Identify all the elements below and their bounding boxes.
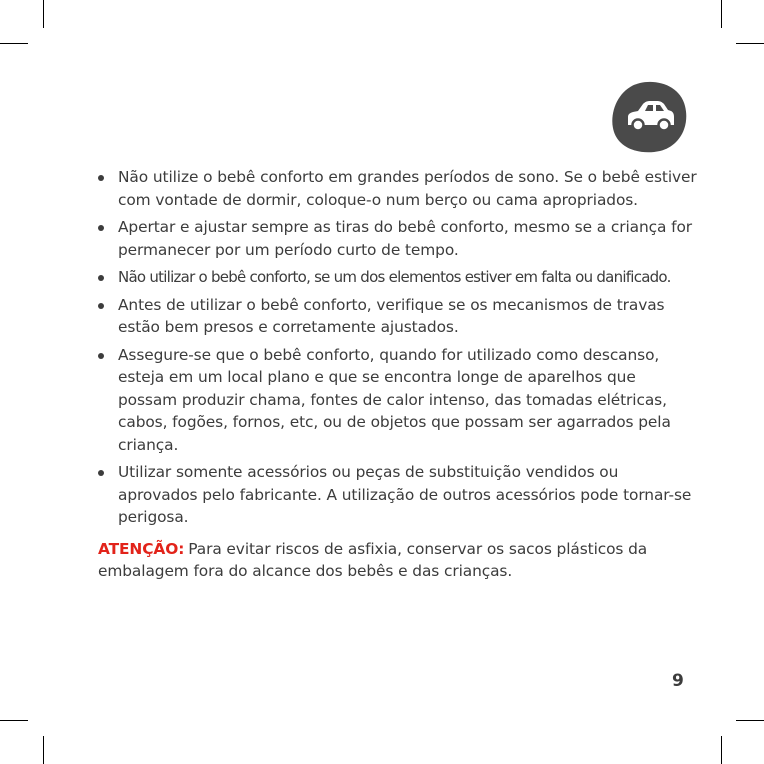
instruction-text: Assegure-se que o bebê conforto, quando for utilizado como descanso, esteja em um local plano e que se encontra longe de aparelhos que possam produzir chama, fontes de calor intenso, das tomadas elétricas, cabos, fogões, fornos, etc, ou de objetos que possam ser agarrados pela criança. xyxy=(118,345,671,454)
warning-paragraph xyxy=(98,538,698,583)
instruction-list xyxy=(98,166,698,529)
warning-label: ATENÇÃO: xyxy=(98,539,185,558)
bullet-icon xyxy=(98,175,104,181)
instruction-text: Não utilizar o bebê conforto, se um dos elementos estiver em falta ou danificado. xyxy=(118,268,671,286)
instruction-text: Utilizar somente acessórios ou peças de substituição vendidos ou aprovados pelo fabricante. A utilização de outros acessórios pode tornar-se perigosa. xyxy=(118,463,692,526)
crop-mark-top-left-horizontal xyxy=(0,43,28,44)
crop-mark-bottom-right-vertical xyxy=(721,736,722,764)
crop-mark-top-right-vertical xyxy=(721,0,722,28)
crop-mark-top-right-horizontal xyxy=(736,43,764,44)
instruction-item xyxy=(98,461,698,529)
bullet-icon xyxy=(98,353,104,359)
crop-mark-top-left-vertical xyxy=(43,0,44,28)
safety-instructions xyxy=(98,166,698,598)
car-badge xyxy=(610,80,688,154)
page-number: 9 xyxy=(672,671,684,691)
instruction-text: Apertar e ajustar sempre as tiras do bebê conforto, mesmo se a criança for permanecer por um período curto de tempo. xyxy=(118,218,692,259)
crop-mark-bottom-left-horizontal xyxy=(0,720,28,721)
instruction-item xyxy=(98,216,698,261)
warning-text: Para evitar riscos de asfixia, conservar os sacos plásticos da embalagem fora do alcance dos bebês e das crianças. xyxy=(98,539,648,580)
bullet-icon xyxy=(98,470,104,476)
instruction-item xyxy=(98,266,698,289)
bullet-icon xyxy=(98,275,104,281)
bullet-icon xyxy=(98,303,104,309)
bullet-icon xyxy=(98,225,104,231)
instruction-item xyxy=(98,166,698,211)
crop-mark-bottom-left-vertical xyxy=(43,736,44,764)
instruction-text: Não utilize o bebê conforto em grandes períodos de sono. Se o bebê estiver com vontade de dormir, coloque-o num berço ou cama apropriados. xyxy=(118,168,697,209)
car-icon xyxy=(610,80,688,154)
instruction-item xyxy=(98,294,698,339)
crop-mark-bottom-right-horizontal xyxy=(736,720,764,721)
instruction-item xyxy=(98,344,698,457)
instruction-text: Antes de utilizar o bebê conforto, verifique se os mecanismos de travas estão bem presos e corretamente ajustados. xyxy=(118,295,665,336)
